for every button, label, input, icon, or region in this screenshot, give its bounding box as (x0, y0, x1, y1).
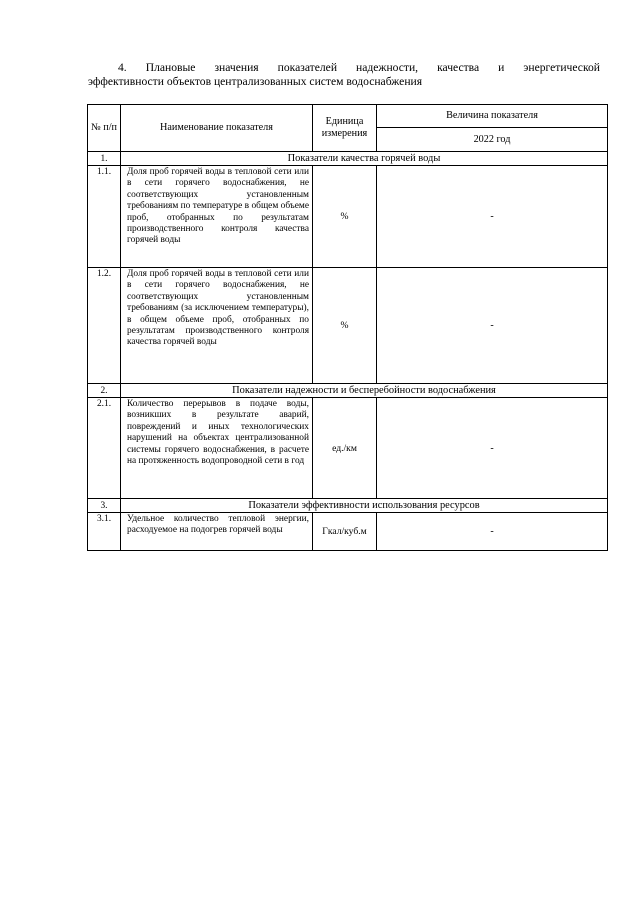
section-heading (88, 61, 600, 89)
row-name: Количество перерывов в подаче воды, возникших в результате аварий, повреждений и иных технологических нарушений на объектах централизованной системы горячего водоснабжения, в расчете на протяженность водопроводной сети в год (121, 398, 313, 499)
section-row (88, 499, 608, 513)
section-row (88, 152, 608, 166)
row-unit: % (313, 268, 377, 384)
row-value: - (377, 398, 608, 499)
section-num: 1. (88, 152, 121, 166)
header-value-group: Величина показателя (377, 105, 608, 128)
row-num: 3.1. (88, 513, 121, 551)
header-year: 2022 год (377, 128, 608, 152)
table-row (88, 513, 608, 551)
section-num: 3. (88, 499, 121, 513)
indicators-table (87, 104, 608, 551)
row-name: Доля проб горячей воды в тепловой сети или в сети горячего водоснабжения, не соответствующих установленным требованиям по температуре в общем объеме проб, отобранных по результатам производственного контроля качества горячей воды (121, 166, 313, 268)
table-row (88, 166, 608, 268)
table-row (88, 398, 608, 499)
header-row-1 (88, 105, 608, 128)
section-row (88, 384, 608, 398)
header-unit: Единица измерения (313, 105, 377, 152)
section-title: Показатели надежности и бесперебойности водоснабжения (121, 384, 608, 398)
row-name: Удельное количество тепловой энергии, расходуемое на подогрев горячей воды (121, 513, 313, 551)
row-value: - (377, 268, 608, 384)
section-num: 2. (88, 384, 121, 398)
row-unit: Гкал/куб.м (313, 513, 377, 551)
section-title: Показатели качества горячей воды (121, 152, 608, 166)
section-title: Показатели эффективности использования ресурсов (121, 499, 608, 513)
row-num: 2.1. (88, 398, 121, 499)
header-name: Наименование показателя (121, 105, 313, 152)
row-unit: ед./км (313, 398, 377, 499)
header-num: № п/п (88, 105, 121, 152)
row-value: - (377, 513, 608, 551)
row-num: 1.1. (88, 166, 121, 268)
row-value: - (377, 166, 608, 268)
table-row (88, 268, 608, 384)
heading-line-1: 4. Плановые значения показателей надежности, качества и энергетической (118, 61, 600, 74)
row-name: Доля проб горячей воды в тепловой сети или в сети горячего водоснабжения, не соответствующих установленным требованиям (за исключением температуры), в общем объеме проб, отобранных по результатам производственного контроля качества горячей воды (121, 268, 313, 384)
row-num: 1.2. (88, 268, 121, 384)
heading-line-2: эффективности объектов централизованных систем водоснабжения (88, 75, 423, 88)
row-unit: % (313, 166, 377, 268)
